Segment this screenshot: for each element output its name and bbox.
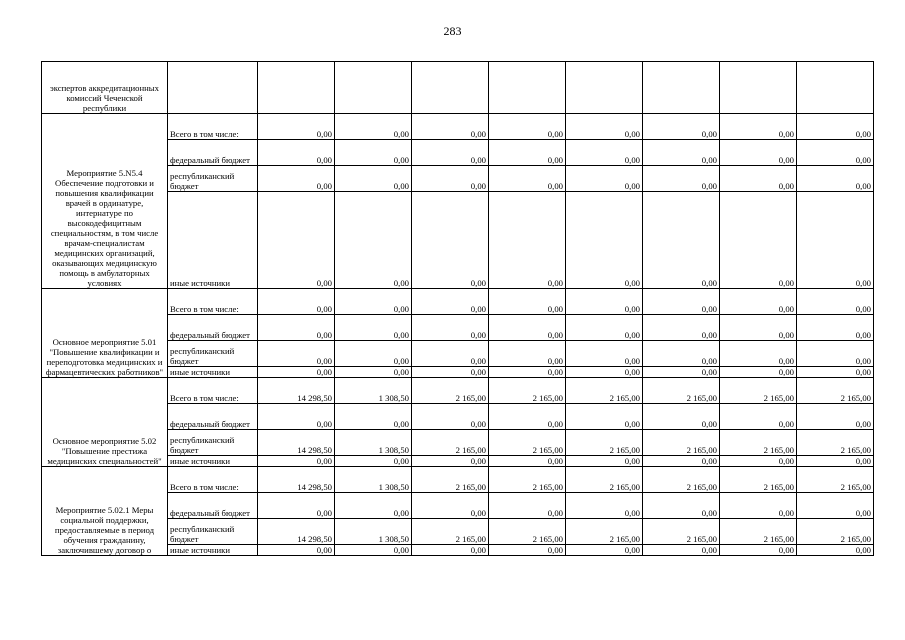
funding-source-other: иные источники bbox=[168, 456, 258, 467]
funding-source-federal: федеральный бюджет bbox=[168, 315, 258, 341]
amount-cell: 0,00 bbox=[566, 404, 643, 430]
amount-cell: 14 298,50 bbox=[258, 467, 335, 493]
amount-cell: 0,00 bbox=[412, 456, 489, 467]
empty-cell bbox=[489, 62, 566, 114]
amount-cell: 0,00 bbox=[566, 493, 643, 519]
amount-cell: 2 165,00 bbox=[643, 467, 720, 493]
amount-cell: 1 308,50 bbox=[335, 467, 412, 493]
amount-cell: 0,00 bbox=[489, 166, 566, 192]
amount-cell: 0,00 bbox=[797, 140, 874, 166]
amount-cell: 2 165,00 bbox=[489, 467, 566, 493]
amount-cell: 0,00 bbox=[335, 315, 412, 341]
amount-cell: 0,00 bbox=[258, 341, 335, 367]
amount-cell: 0,00 bbox=[720, 545, 797, 556]
funding-source-republican: республиканский бюджет bbox=[168, 341, 258, 367]
amount-cell: 2 165,00 bbox=[412, 378, 489, 404]
amount-cell: 0,00 bbox=[797, 545, 874, 556]
amount-cell: 0,00 bbox=[643, 456, 720, 467]
amount-cell: 0,00 bbox=[643, 140, 720, 166]
amount-cell: 0,00 bbox=[489, 315, 566, 341]
amount-cell: 0,00 bbox=[412, 545, 489, 556]
table-row bbox=[42, 62, 874, 114]
amount-cell: 0,00 bbox=[797, 341, 874, 367]
amount-cell: 0,00 bbox=[258, 192, 335, 289]
activity-name: Мероприятие 5.N5.4 Обеспечение подготовки и повышения квалификации врачей в ординатуре, интернатуре по высокодефицитным специальностям, в том числе врачам-специалистам медицинских организаций, оказывающих медицинскую помощь в амбулаторных условиях bbox=[42, 114, 168, 289]
funding-source-republican: республиканский бюджет bbox=[168, 519, 258, 545]
amount-cell: 0,00 bbox=[797, 192, 874, 289]
amount-cell: 0,00 bbox=[489, 341, 566, 367]
amount-cell: 0,00 bbox=[720, 289, 797, 315]
amount-cell: 0,00 bbox=[335, 456, 412, 467]
empty-cell bbox=[335, 62, 412, 114]
amount-cell: 0,00 bbox=[335, 404, 412, 430]
amount-cell: 0,00 bbox=[720, 315, 797, 341]
amount-cell: 0,00 bbox=[643, 341, 720, 367]
funding-source-other: иные источники bbox=[168, 367, 258, 378]
table-row bbox=[42, 378, 874, 404]
empty-cell bbox=[797, 62, 874, 114]
amount-cell: 2 165,00 bbox=[412, 430, 489, 456]
amount-cell: 0,00 bbox=[566, 140, 643, 166]
page-number: 283 bbox=[443, 24, 462, 38]
amount-cell: 0,00 bbox=[335, 341, 412, 367]
amount-cell: 0,00 bbox=[412, 315, 489, 341]
activity-name: Мероприятие 5.02.1 Меры социальной поддержки, предоставляемые в период обучения гражданину, заключившему договор о bbox=[42, 467, 168, 556]
amount-cell: 0,00 bbox=[335, 367, 412, 378]
amount-cell: 1 308,50 bbox=[335, 519, 412, 545]
amount-cell: 2 165,00 bbox=[643, 430, 720, 456]
amount-cell: 0,00 bbox=[720, 367, 797, 378]
funding-source-federal: федеральный бюджет bbox=[168, 140, 258, 166]
amount-cell: 0,00 bbox=[566, 166, 643, 192]
table-row bbox=[42, 467, 874, 493]
amount-cell: 0,00 bbox=[566, 315, 643, 341]
amount-cell: 0,00 bbox=[412, 493, 489, 519]
amount-cell: 0,00 bbox=[643, 192, 720, 289]
amount-cell: 2 165,00 bbox=[566, 378, 643, 404]
funding-source-other: иные источники bbox=[168, 192, 258, 289]
amount-cell: 1 308,50 bbox=[335, 378, 412, 404]
amount-cell: 2 165,00 bbox=[797, 519, 874, 545]
amount-cell: 14 298,50 bbox=[258, 430, 335, 456]
activity-name: экспертов аккредитационных комиссий Чеченской республики bbox=[42, 62, 168, 114]
amount-cell: 0,00 bbox=[489, 367, 566, 378]
amount-cell: 0,00 bbox=[566, 456, 643, 467]
amount-cell: 1 308,50 bbox=[335, 430, 412, 456]
amount-cell: 0,00 bbox=[643, 545, 720, 556]
activity-name: Основное мероприятие 5.02 "Повышение престижа медицинских специальностей" bbox=[42, 378, 168, 467]
amount-cell: 0,00 bbox=[797, 289, 874, 315]
amount-cell: 2 165,00 bbox=[720, 430, 797, 456]
empty-cell bbox=[643, 62, 720, 114]
activity-name: Основное мероприятие 5.01 "Повышение квалификации и переподготовка медицинских и фармацевтических работников" bbox=[42, 289, 168, 378]
amount-cell: 0,00 bbox=[335, 192, 412, 289]
amount-cell: 0,00 bbox=[335, 289, 412, 315]
amount-cell: 0,00 bbox=[258, 166, 335, 192]
amount-cell: 2 165,00 bbox=[797, 430, 874, 456]
amount-cell: 0,00 bbox=[566, 545, 643, 556]
amount-cell: 0,00 bbox=[797, 404, 874, 430]
funding-source-federal: федеральный бюджет bbox=[168, 493, 258, 519]
amount-cell: 0,00 bbox=[797, 367, 874, 378]
funding-table bbox=[41, 61, 874, 556]
amount-cell: 0,00 bbox=[258, 404, 335, 430]
amount-cell: 0,00 bbox=[412, 140, 489, 166]
amount-cell: 0,00 bbox=[720, 493, 797, 519]
amount-cell: 0,00 bbox=[643, 315, 720, 341]
amount-cell: 0,00 bbox=[643, 114, 720, 140]
amount-cell: 0,00 bbox=[335, 166, 412, 192]
amount-cell: 2 165,00 bbox=[720, 467, 797, 493]
amount-cell: 0,00 bbox=[566, 192, 643, 289]
amount-cell: 0,00 bbox=[797, 166, 874, 192]
amount-cell: 0,00 bbox=[720, 140, 797, 166]
amount-cell: 0,00 bbox=[489, 140, 566, 166]
amount-cell: 0,00 bbox=[489, 114, 566, 140]
amount-cell: 0,00 bbox=[412, 192, 489, 289]
amount-cell: 0,00 bbox=[797, 493, 874, 519]
amount-cell: 0,00 bbox=[335, 493, 412, 519]
empty-cell bbox=[566, 62, 643, 114]
amount-cell: 2 165,00 bbox=[720, 519, 797, 545]
empty-cell bbox=[720, 62, 797, 114]
amount-cell: 2 165,00 bbox=[489, 519, 566, 545]
amount-cell: 0,00 bbox=[258, 114, 335, 140]
funding-source-federal: федеральный бюджет bbox=[168, 404, 258, 430]
amount-cell: 2 165,00 bbox=[643, 519, 720, 545]
amount-cell: 0,00 bbox=[489, 493, 566, 519]
funding-source-other: иные источники bbox=[168, 545, 258, 556]
amount-cell: 0,00 bbox=[720, 404, 797, 430]
funding-source-total: Всего в том числе: bbox=[168, 467, 258, 493]
amount-cell: 2 165,00 bbox=[797, 467, 874, 493]
amount-cell: 0,00 bbox=[489, 289, 566, 315]
amount-cell: 0,00 bbox=[566, 114, 643, 140]
amount-cell: 0,00 bbox=[489, 192, 566, 289]
amount-cell: 0,00 bbox=[412, 367, 489, 378]
amount-cell: 0,00 bbox=[720, 341, 797, 367]
amount-cell: 0,00 bbox=[335, 545, 412, 556]
amount-cell: 0,00 bbox=[412, 166, 489, 192]
table-row bbox=[42, 289, 874, 315]
amount-cell: 0,00 bbox=[258, 493, 335, 519]
amount-cell: 2 165,00 bbox=[566, 430, 643, 456]
amount-cell: 0,00 bbox=[720, 114, 797, 140]
amount-cell: 0,00 bbox=[258, 140, 335, 166]
amount-cell: 0,00 bbox=[643, 166, 720, 192]
amount-cell: 0,00 bbox=[412, 341, 489, 367]
amount-cell: 2 165,00 bbox=[412, 467, 489, 493]
amount-cell: 2 165,00 bbox=[643, 378, 720, 404]
amount-cell: 0,00 bbox=[720, 166, 797, 192]
amount-cell: 0,00 bbox=[566, 367, 643, 378]
amount-cell: 14 298,50 bbox=[258, 519, 335, 545]
amount-cell: 2 165,00 bbox=[720, 378, 797, 404]
amount-cell: 2 165,00 bbox=[489, 430, 566, 456]
amount-cell: 0,00 bbox=[258, 289, 335, 315]
amount-cell: 0,00 bbox=[489, 404, 566, 430]
amount-cell: 0,00 bbox=[566, 341, 643, 367]
amount-cell: 0,00 bbox=[797, 456, 874, 467]
empty-cell bbox=[412, 62, 489, 114]
amount-cell: 0,00 bbox=[412, 404, 489, 430]
amount-cell: 0,00 bbox=[258, 545, 335, 556]
funding-source-republican: республиканский бюджет bbox=[168, 430, 258, 456]
amount-cell: 0,00 bbox=[335, 114, 412, 140]
amount-cell: 0,00 bbox=[643, 404, 720, 430]
amount-cell: 0,00 bbox=[412, 114, 489, 140]
amount-cell: 0,00 bbox=[258, 367, 335, 378]
amount-cell: 2 165,00 bbox=[412, 519, 489, 545]
funding-source-total: Всего в том числе: bbox=[168, 289, 258, 315]
amount-cell: 0,00 bbox=[643, 289, 720, 315]
amount-cell: 0,00 bbox=[797, 114, 874, 140]
funding-source-republican: республиканский бюджет bbox=[168, 166, 258, 192]
empty-cell bbox=[168, 62, 258, 114]
amount-cell: 2 165,00 bbox=[797, 378, 874, 404]
empty-cell bbox=[258, 62, 335, 114]
amount-cell: 0,00 bbox=[566, 289, 643, 315]
amount-cell: 0,00 bbox=[489, 545, 566, 556]
table-row bbox=[42, 114, 874, 140]
amount-cell: 2 165,00 bbox=[566, 519, 643, 545]
amount-cell: 0,00 bbox=[412, 289, 489, 315]
amount-cell: 0,00 bbox=[335, 140, 412, 166]
amount-cell: 0,00 bbox=[643, 367, 720, 378]
amount-cell: 2 165,00 bbox=[489, 378, 566, 404]
amount-cell: 0,00 bbox=[643, 493, 720, 519]
funding-source-total: Всего в том числе: bbox=[168, 114, 258, 140]
amount-cell: 0,00 bbox=[720, 456, 797, 467]
amount-cell: 14 298,50 bbox=[258, 378, 335, 404]
amount-cell: 0,00 bbox=[258, 456, 335, 467]
amount-cell: 0,00 bbox=[258, 315, 335, 341]
amount-cell: 0,00 bbox=[797, 315, 874, 341]
amount-cell: 2 165,00 bbox=[566, 467, 643, 493]
funding-source-total: Всего в том числе: bbox=[168, 378, 258, 404]
amount-cell: 0,00 bbox=[720, 192, 797, 289]
amount-cell: 0,00 bbox=[489, 456, 566, 467]
